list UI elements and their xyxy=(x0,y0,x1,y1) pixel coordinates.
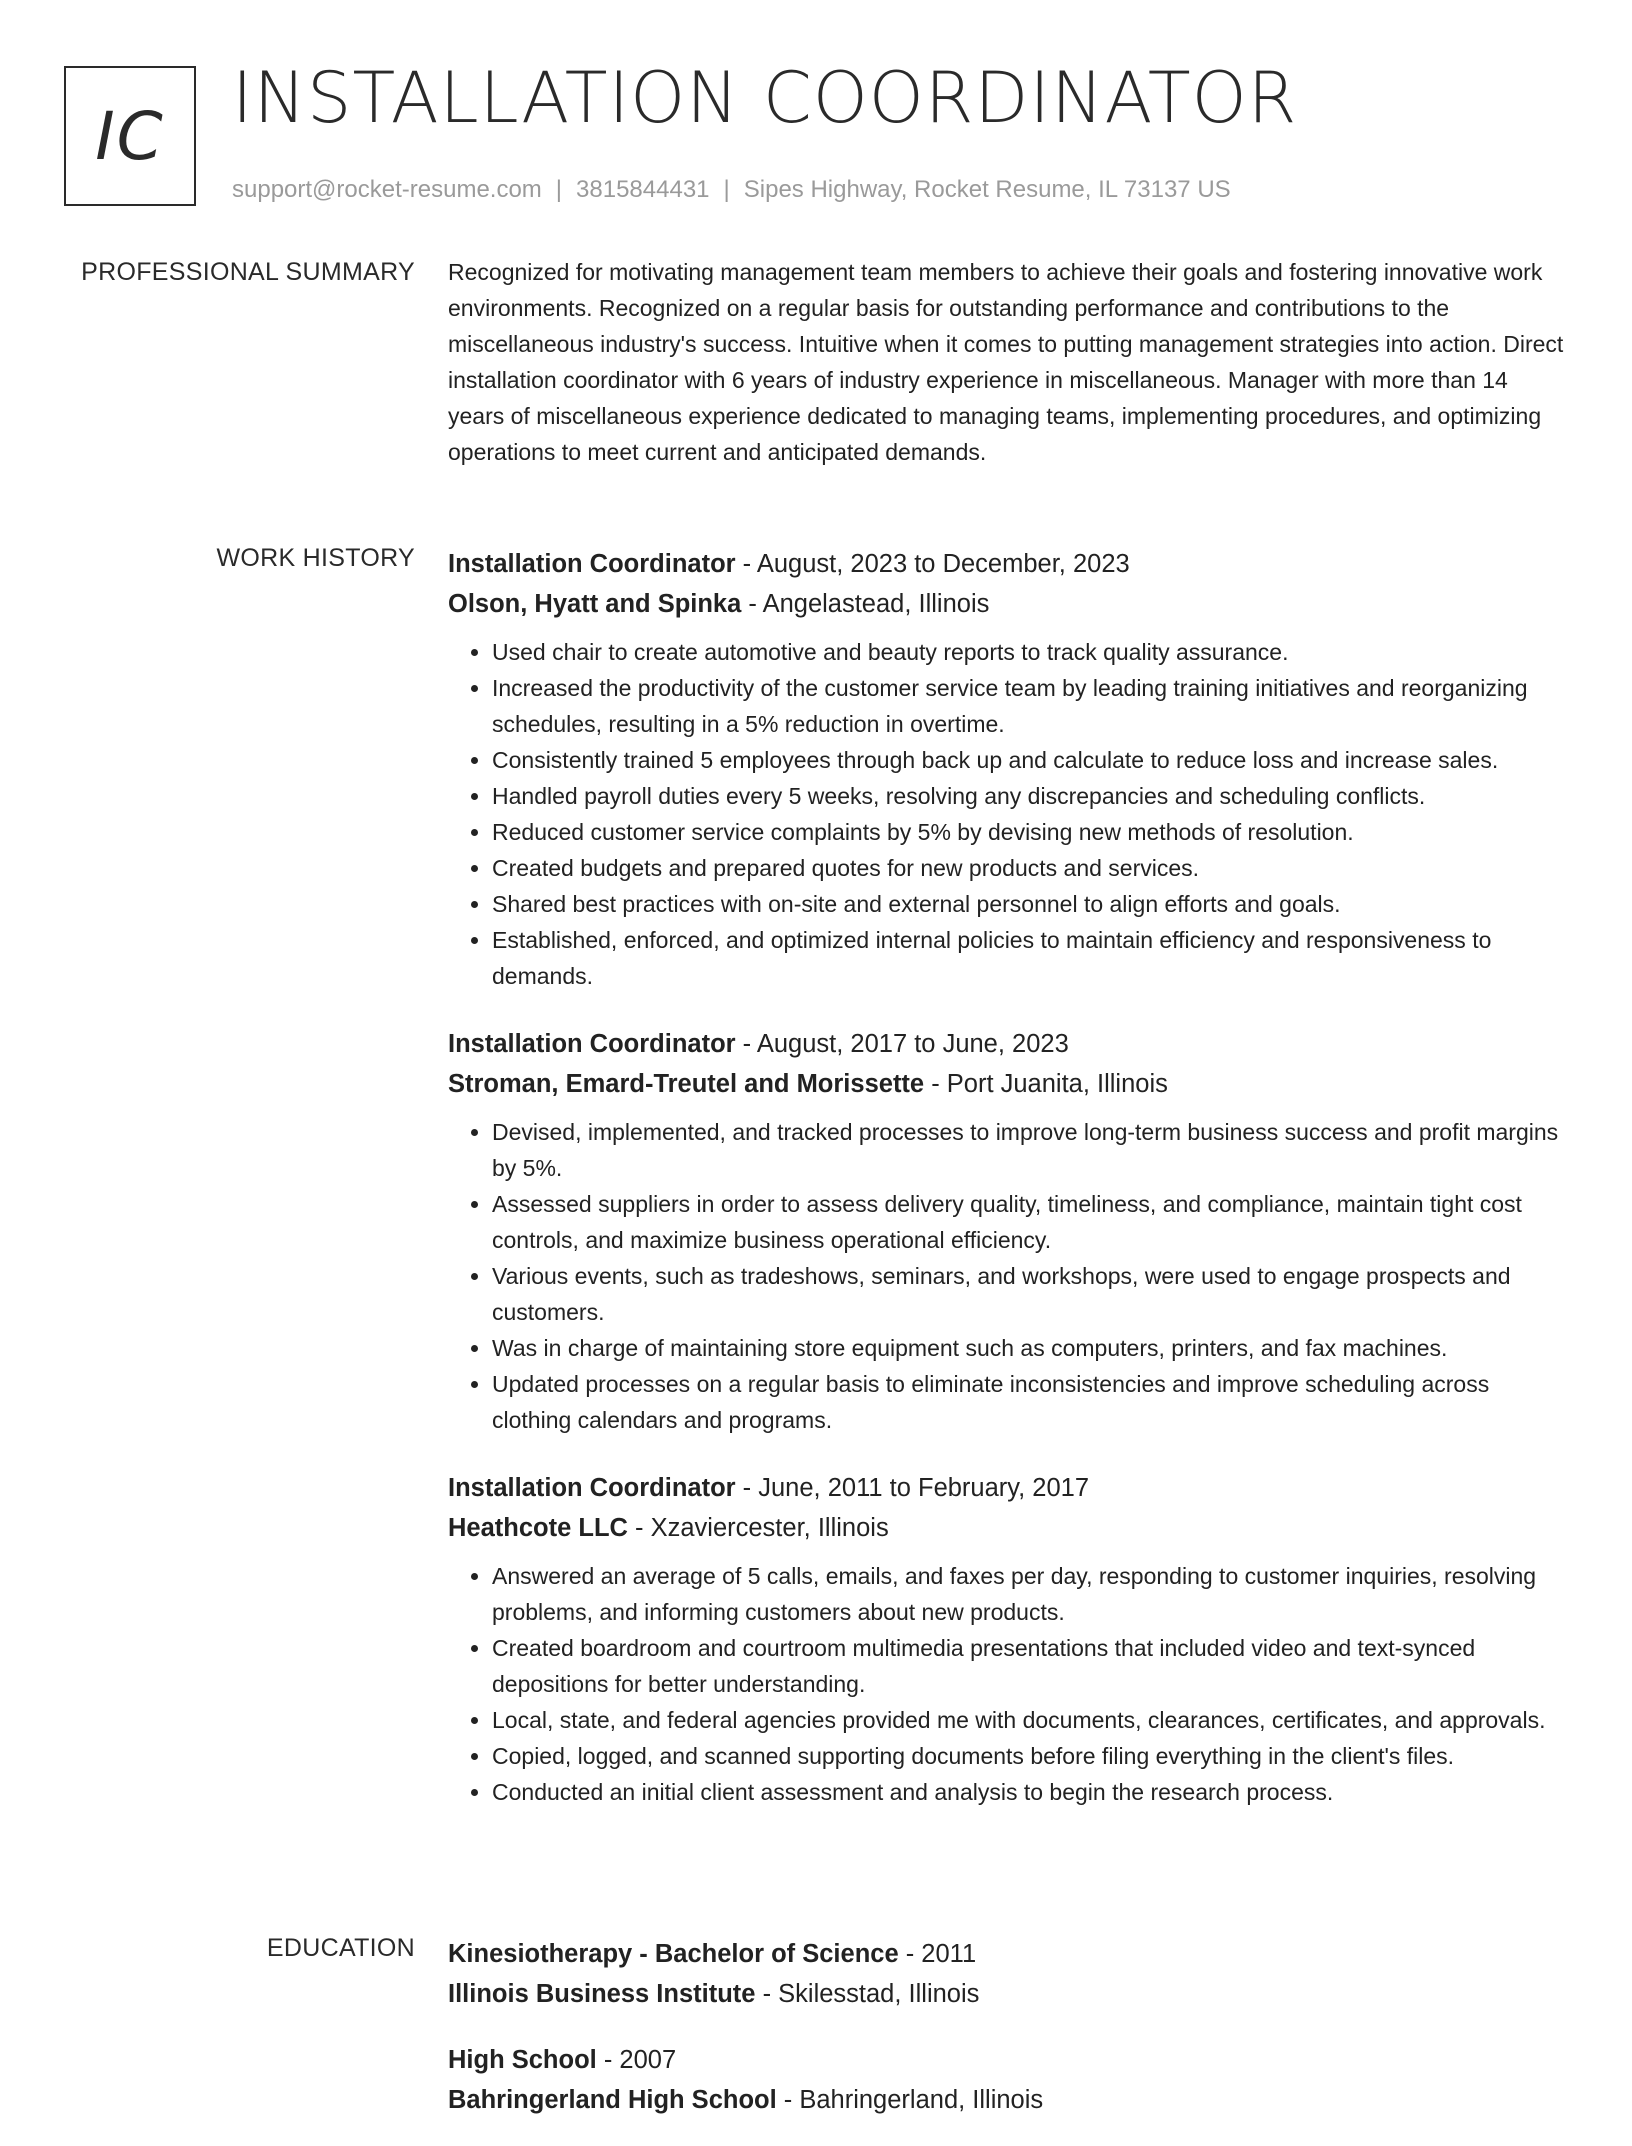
education-school: Bahringerland High School xyxy=(448,2086,777,2114)
job-entry xyxy=(448,1024,1566,1438)
contact-email: support@rocket-resume.com xyxy=(232,176,542,203)
education-year: - 2011 xyxy=(898,1940,977,1968)
education-degree: Kinesiotherapy - Bachelor of Science xyxy=(448,1940,899,1968)
job-bullet-list xyxy=(448,634,1566,994)
job-bullet-list xyxy=(448,1114,1566,1438)
job-title: Installation Coordinator xyxy=(448,1030,736,1058)
job-company-line xyxy=(448,1508,1566,1548)
job-bullet: • Handled payroll duties every 5 weeks, resolving any discrepancies and scheduling conflicts. xyxy=(492,778,1566,814)
job-bullet: • Local, state, and federal agencies provided me with documents, clearances, certificates, and approvals. xyxy=(492,1702,1566,1738)
job-entry xyxy=(448,544,1566,994)
contact-line xyxy=(232,176,1231,204)
education-school-line xyxy=(448,2080,1566,2120)
education-degree-line xyxy=(448,2040,1566,2080)
job-bullet: • Devised, implemented, and tracked processes to improve long-term business success and profit margins by 5%. xyxy=(492,1114,1566,1186)
job-location: - Port Juanita, Illinois xyxy=(924,1070,1168,1098)
job-location: - Xzaviercester, Illinois xyxy=(627,1514,889,1542)
education-school: Illinois Business Institute xyxy=(448,1980,756,2008)
section-label-summary: PROFESSIONAL SUMMARY xyxy=(81,258,415,286)
job-bullet: • Assessed suppliers in order to assess delivery quality, timeliness, and compliance, maintain tight cost controls, and maximize business operational efficiency. xyxy=(492,1186,1566,1258)
job-company-line xyxy=(448,584,1566,624)
resume-title: INSTALLATION COORDINATOR xyxy=(232,57,1298,139)
job-bullet: • Various events, such as tradeshows, seminars, and workshops, were used to engage prospects and customers. xyxy=(492,1258,1566,1330)
contact-phone: 3815844431 xyxy=(576,176,710,203)
job-dates: - August, 2023 to December, 2023 xyxy=(735,550,1130,578)
job-company: Heathcote LLC xyxy=(448,1514,628,1542)
education-entry xyxy=(448,1934,1566,2014)
job-title-line xyxy=(448,544,1566,584)
monogram-box xyxy=(64,66,196,206)
job-title-line xyxy=(448,1468,1566,1508)
summary-body xyxy=(448,258,1566,470)
education-degree-line xyxy=(448,1934,1566,1974)
job-bullet: • Updated processes on a regular basis to eliminate inconsistencies and improve scheduling across clothing calendars and programs. xyxy=(492,1366,1566,1438)
job-title: Installation Coordinator xyxy=(448,1474,736,1502)
education-entry xyxy=(448,2040,1566,2120)
job-bullet: • Increased the productivity of the customer service team by leading training initiatives and reorganizing schedules, resulting in a 5% reduction in overtime. xyxy=(492,670,1566,742)
job-bullet: • Copied, logged, and scanned supporting documents before filing everything in the client's files. xyxy=(492,1738,1566,1774)
job-bullet: • Conducted an initial client assessment and analysis to begin the research process. xyxy=(492,1774,1566,1810)
education-school-line xyxy=(448,1974,1566,2014)
education-degree: High School xyxy=(448,2046,597,2074)
contact-address: Sipes Highway, Rocket Resume, IL 73137 US xyxy=(743,176,1231,203)
job-bullet: • Created budgets and prepared quotes for new products and services. xyxy=(492,850,1566,886)
education-year: - 2007 xyxy=(596,2046,677,2074)
job-bullet-list xyxy=(448,1558,1566,1810)
job-entry xyxy=(448,1468,1566,1810)
job-bullet: • Reduced customer service complaints by 5% by devising new methods of resolution. xyxy=(492,814,1566,850)
job-bullet: • Established, enforced, and optimized internal policies to maintain efficiency and responsiveness to demands. xyxy=(492,922,1566,994)
education-location: - Bahringerland, Illinois xyxy=(776,2086,1044,2114)
education-body xyxy=(448,1934,1566,2146)
summary-text: Recognized for motivating management team members to achieve their goals and fostering innovative work environments. Recognized on a regular basis for outstanding performance and contributions to the miscellaneous industry's success. Intuitive when it comes to putting management strategies into action. Direct installation coordinator with 6 years of industry experience in miscellaneous. Manager with more than 14 years of miscellaneous experience dedicated to managing teams, implementing procedures, and optimizing operations to meet current and anticipated demands. xyxy=(448,259,1564,465)
job-bullet: • Shared best practices with on-site and external personnel to align efforts and goals. xyxy=(492,886,1566,922)
job-location: - Angelastead, Illinois xyxy=(741,590,990,618)
work-history-body xyxy=(448,544,1566,1840)
job-company-line xyxy=(448,1064,1566,1104)
job-title: Installation Coordinator xyxy=(448,550,736,578)
job-bullet: • Consistently trained 5 employees through back up and calculate to reduce loss and increase sales. xyxy=(492,742,1566,778)
section-label-work-history: WORK HISTORY xyxy=(216,544,415,572)
job-company: Olson, Hyatt and Spinka xyxy=(448,590,742,618)
section-label-education: EDUCATION xyxy=(266,1934,415,1962)
job-dates: - June, 2011 to February, 2017 xyxy=(735,1474,1090,1502)
contact-separator: | xyxy=(723,176,730,203)
job-bullet: • Answered an average of 5 calls, emails, and faxes per day, responding to customer inquiries, resolving problems, and informing customers about new products. xyxy=(492,1558,1566,1630)
monogram-initials: IC xyxy=(95,97,165,175)
contact-separator: | xyxy=(555,176,563,203)
job-company: Stroman, Emard-Treutel and Morissette xyxy=(448,1070,925,1098)
job-title-line xyxy=(448,1024,1566,1064)
job-dates: - August, 2017 to June, 2023 xyxy=(735,1030,1069,1058)
job-bullet: • Was in charge of maintaining store equipment such as computers, printers, and fax machines. xyxy=(492,1330,1566,1366)
education-location: - Skilesstad, Illinois xyxy=(755,1980,980,2008)
job-bullet: • Used chair to create automotive and beauty reports to track quality assurance. xyxy=(492,634,1566,670)
job-bullet: • Created boardroom and courtroom multimedia presentations that included video and text-synced depositions for better understanding. xyxy=(492,1630,1566,1702)
